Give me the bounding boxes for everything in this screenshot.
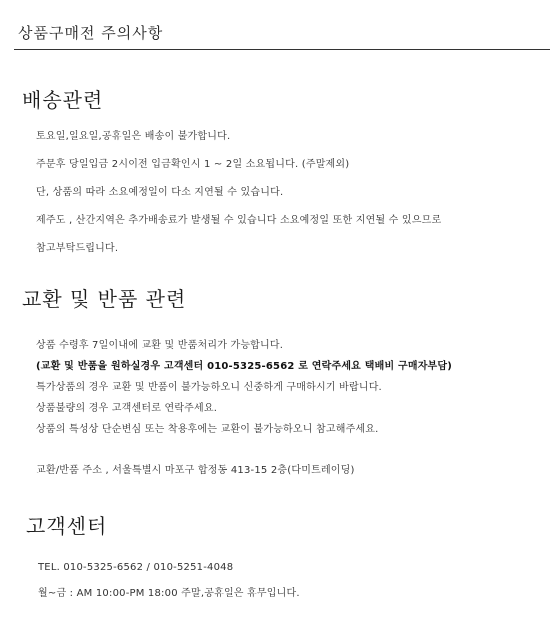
shipping-line: 주문후 당일입금 2시이전 입금확인시 1 ~ 2일 소요됩니다. (주말제외) [36, 159, 350, 170]
header-divider [14, 49, 550, 50]
exchange-line: 특가상품의 경우 교환 및 반품이 불가능하오니 신중하게 구매하시기 바랍니다. [36, 382, 382, 393]
exchange-heading: 교환 및 반품 관련 [22, 287, 187, 311]
shipping-line: 토요일,일요일,공휴일은 배송이 불가합니다. [36, 131, 231, 142]
exchange-line: 상품의 특성상 단순변심 또는 착용후에는 교환이 불가능하오니 참고해주세요. [36, 424, 379, 435]
shipping-line: 단, 상품의 따라 소요예정일이 다소 지연될 수 있습니다. [36, 187, 284, 198]
support-heading: 고객센터 [26, 514, 108, 538]
page-title: 상품구매전 주의사항 [18, 24, 164, 42]
shipping-line: 참고부탁드립니다. [36, 243, 119, 254]
page-header [0, 0, 550, 50]
support-hours: 월~금 : AM 10:00-PM 18:00 주말,공휴일은 휴무입니다. [38, 588, 300, 599]
exchange-contact-note: (교환 및 반품을 원하실경우 고객센터 010-5325-6562 로 연락주세요 택배비 구매자부담) [36, 361, 453, 372]
exchange-line: 상품불량의 경우 고객센터로 연락주세요. [36, 403, 218, 414]
return-address: 교환/반품 주소 , 서울특별시 마포구 합정동 413-15 2층(다미트레이딩) [36, 465, 355, 476]
shipping-line: 제주도 , 산간지역은 추가배송료가 발생될 수 있습니다 소요예정일 또한 지연될 수 있으므로 [36, 215, 442, 226]
shipping-heading: 배송관련 [22, 88, 104, 112]
support-phone: TEL. 010-5325-6562 / 010-5251-4048 [38, 562, 234, 573]
exchange-line: 상품 수령후 7일이내에 교환 및 반품처리가 가능합니다. [36, 340, 284, 351]
